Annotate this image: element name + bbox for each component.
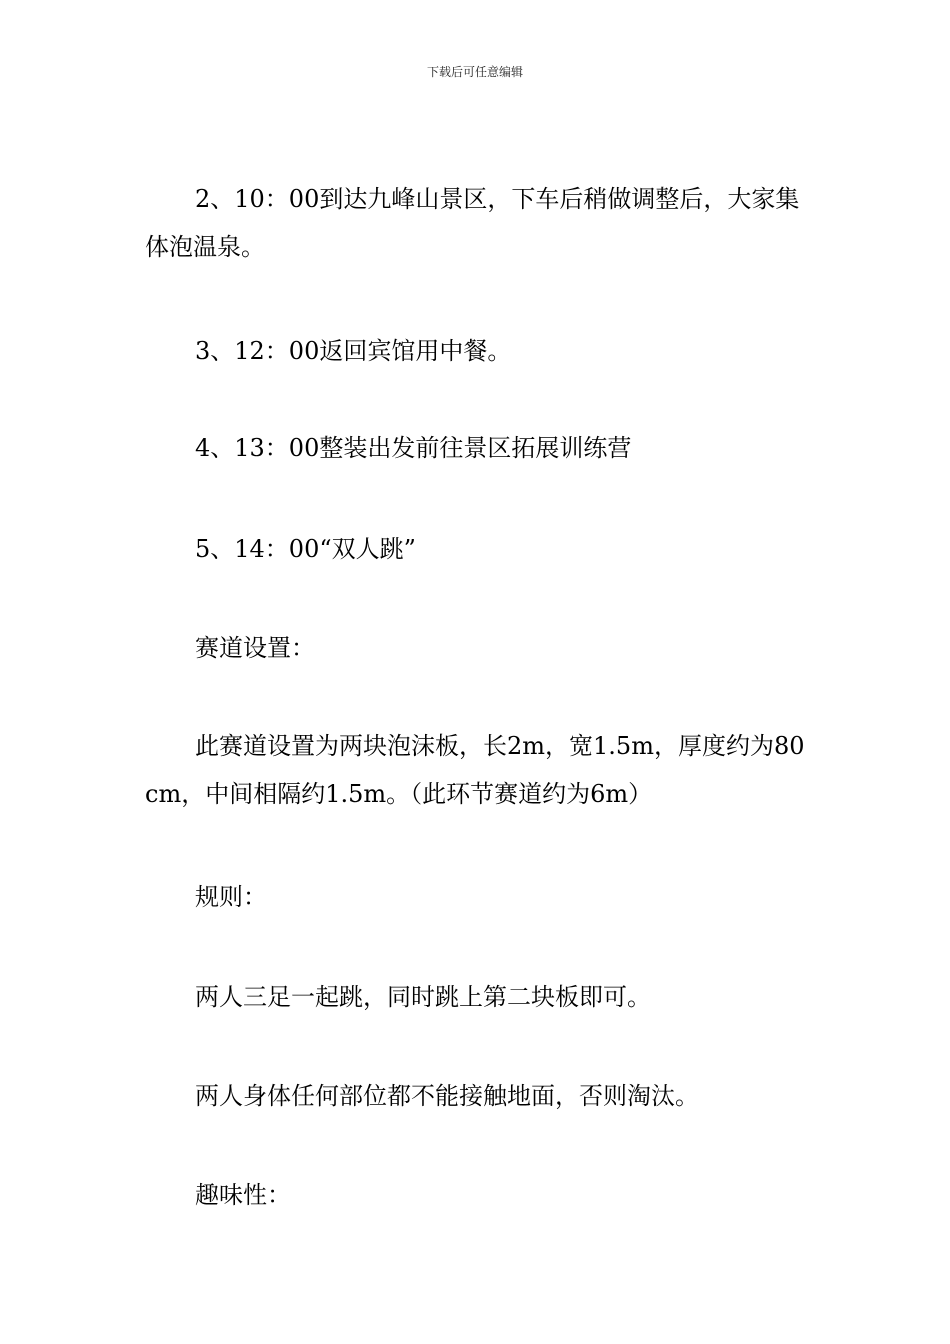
paragraph-rule-2: 两人身体任何部位都不能接触地面，否则淘汰。 [195, 1082, 699, 1110]
paragraph-schedule-1300: 4、13：00整装出发前往景区拓展训练营 [195, 434, 632, 462]
paragraph-rules-heading: 规则： [195, 883, 267, 911]
paragraph-schedule-1200: 3、12：00返回宾馆用中餐。 [195, 337, 512, 365]
paragraph-track-setup-detail: 此赛道设置为两块泡沫板，长2m，宽1.5m，厚度约为80cm，中间相隔约1.5m。（此环节赛道约为6m） [145, 732, 805, 808]
paragraph-schedule-1000: 2、10：00到达九峰山景区，下车后稍做调整后，大家集体泡温泉。 [145, 185, 800, 261]
paragraph-rule-1: 两人三足一起跳，同时跳上第二块板即可。 [195, 983, 651, 1011]
paragraph-track-setup-heading: 赛道设置： [195, 634, 315, 662]
page-header: 下载后可任意编辑 [426, 65, 523, 79]
paragraph-fun-heading: 趣味性： [195, 1181, 291, 1209]
paragraph-schedule-1400: 5、14：00“双人跳” [195, 535, 416, 563]
